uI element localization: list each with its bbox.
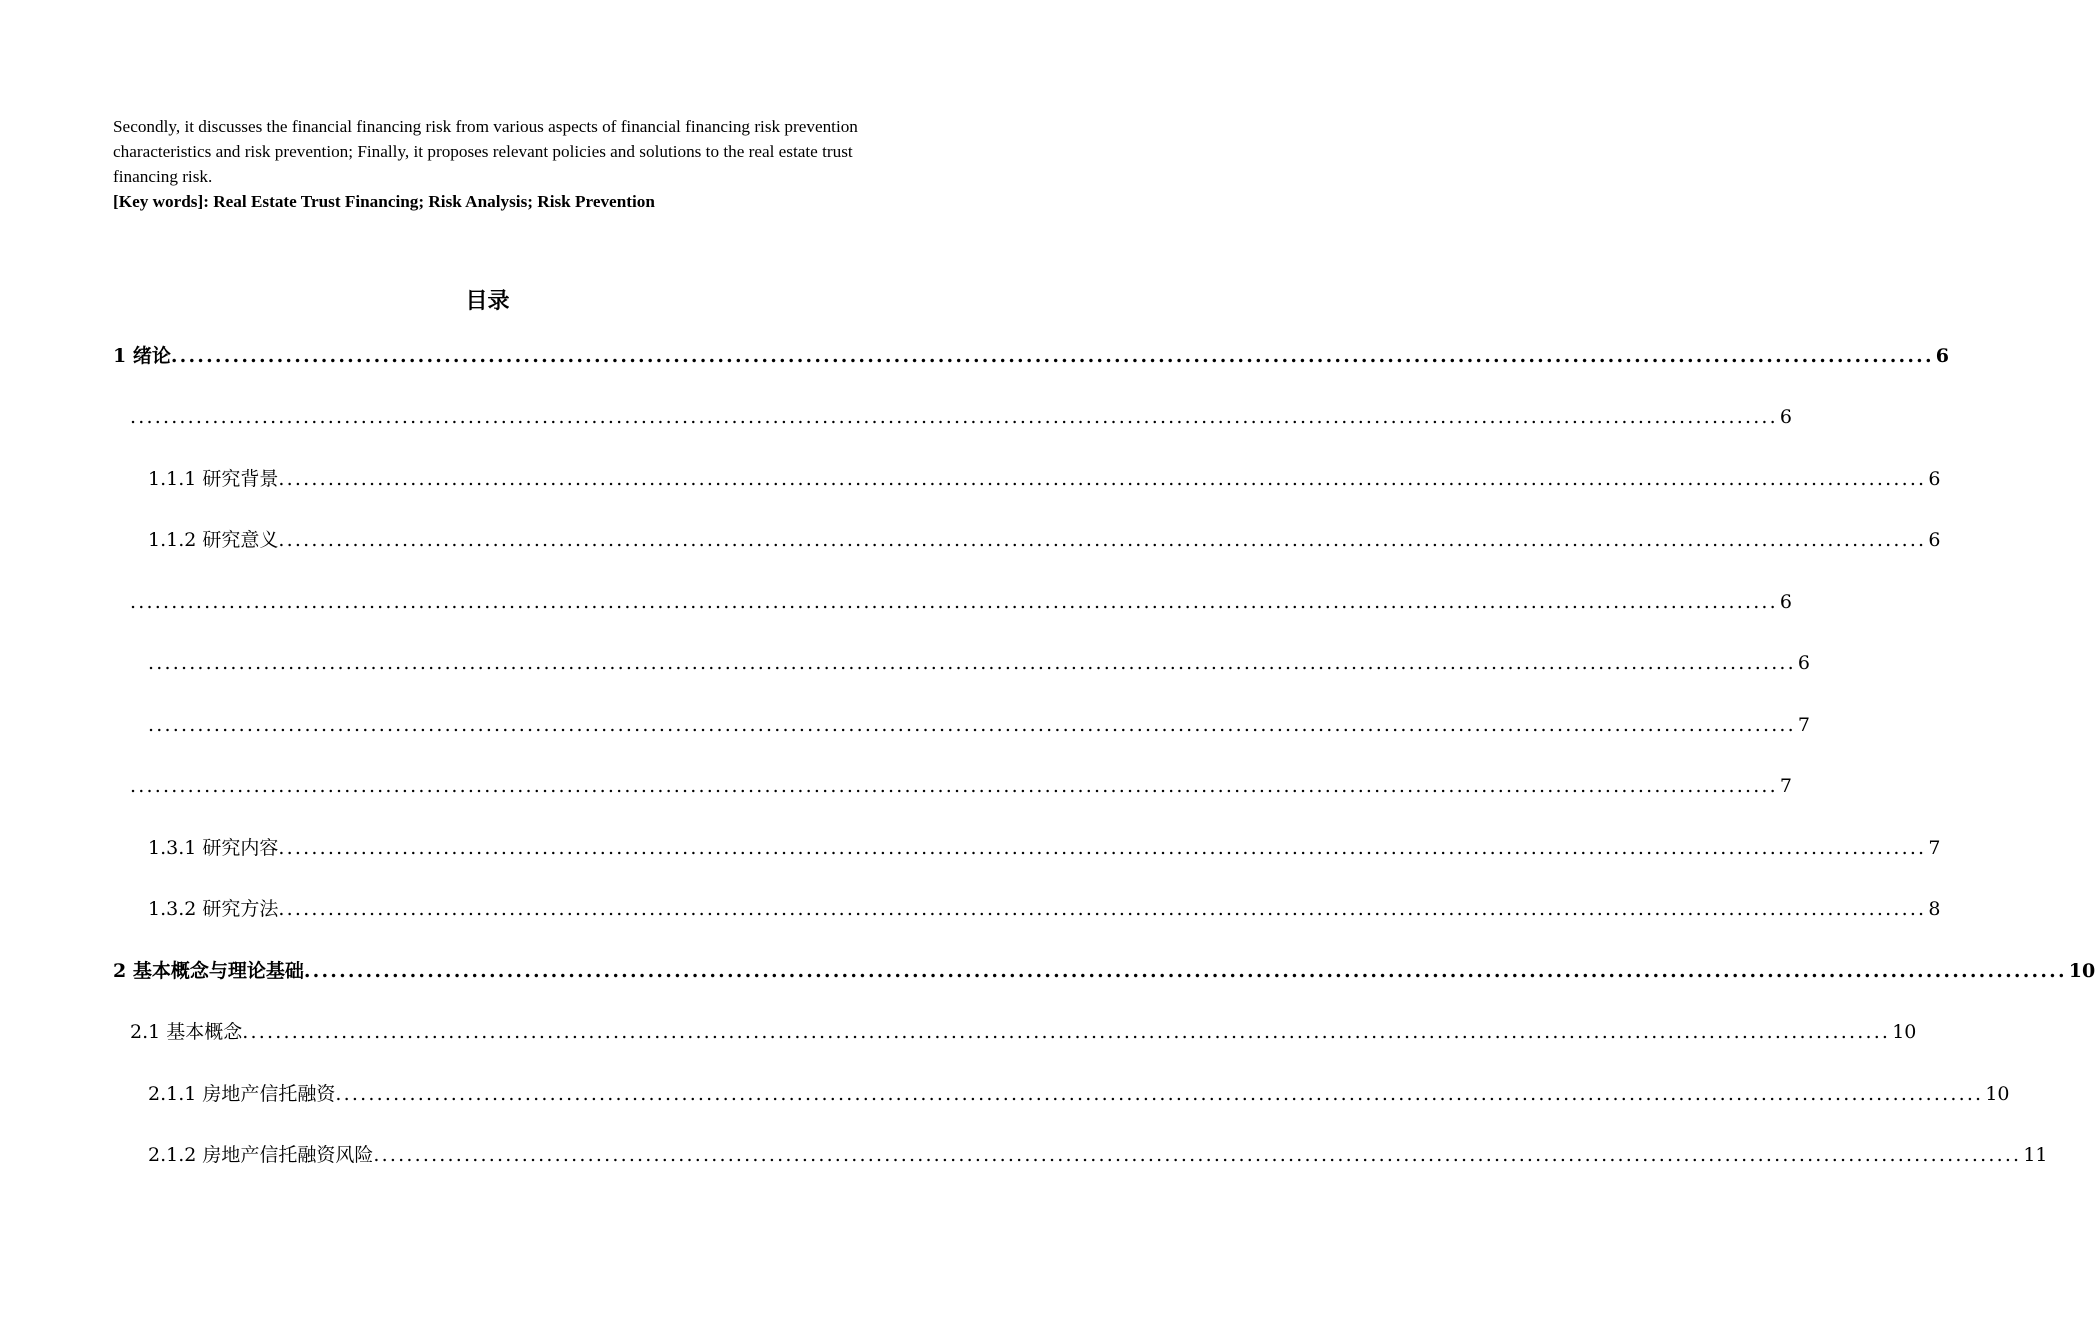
toc-entry-label: 1.3.1 研究内容 <box>148 837 279 859</box>
toc-entry-label: 1.3.2 研究方法 <box>148 898 279 920</box>
toc-leader-dots: ........................................................................................................................................................................................................ <box>130 775 1778 797</box>
toc-entry-page: 6 <box>1779 406 1793 428</box>
toc-entry-label: 2.1.1 房地产信托融资 <box>148 1083 336 1105</box>
toc-entry-page: 7 <box>1779 775 1793 797</box>
toc-entry-7[interactable] <box>148 710 1811 740</box>
toc-entry-page: 7 <box>1928 837 1941 859</box>
toc-leader-dots: ........................................................................................................................................................................................................ <box>148 714 1796 736</box>
toc-leader-dots: ........................................................................................................................................................................................................ <box>303 960 2067 982</box>
toc-entry-10[interactable] <box>148 894 1941 924</box>
toc-entry-1[interactable] <box>113 341 1950 371</box>
toc-entry-page: 10 <box>2068 960 2095 982</box>
toc-entry-label: 1.1.2 研究意义 <box>148 529 279 551</box>
toc-entry-page: 6 <box>1928 529 1941 551</box>
toc-leader-dots: ........................................................................................................................................................................................................ <box>278 529 1927 551</box>
toc-entry-label: 1.1.1 研究背景 <box>148 468 279 490</box>
toc-leader-dots: ........................................................................................................................................................................................................ <box>130 406 1778 428</box>
abstract-paragraph: Secondly, it discusses the financial financing risk from various aspects of financial financing risk prevention characteristics and risk prevention; Finally, it proposes relevant policies and solutions to the real estate trust financing risk. <box>113 117 858 186</box>
toc-entry-2[interactable] <box>130 402 1793 432</box>
toc-entry-13[interactable] <box>148 1079 2010 1109</box>
toc-entry-8[interactable] <box>130 771 1793 801</box>
toc-leader-dots: ........................................................................................................................................................................................................ <box>148 652 1796 674</box>
toc-leader-dots: ........................................................................................................................................................................................................ <box>278 898 1927 920</box>
toc-leader-dots: ........................................................................................................................................................................................................ <box>335 1083 1984 1105</box>
abstract-section <box>113 114 859 214</box>
toc-entry-page: 6 <box>1779 591 1793 613</box>
toc-entry-label: 2.1 基本概念 <box>130 1021 243 1043</box>
toc-entry-9[interactable] <box>148 833 1941 863</box>
toc-entry-label: 2 基本概念与理论基础 <box>113 960 304 982</box>
toc-entry-page: 6 <box>1928 468 1941 490</box>
toc-entry-page: 8 <box>1928 898 1941 920</box>
toc-entry-label: 1 绪论 <box>113 345 171 367</box>
toc-entry-page: 10 <box>1985 1083 2010 1105</box>
toc-entry-12[interactable] <box>130 1017 1917 1047</box>
toc-leader-dots: ........................................................................................................................................................................................................ <box>373 1144 2022 1166</box>
toc-entry-label: 2.1.2 房地产信托融资风险 <box>148 1144 374 1166</box>
toc-leader-dots: ........................................................................................................................................................................................................ <box>170 345 1934 367</box>
toc-entry-page: 10 <box>1892 1021 1917 1043</box>
toc-leader-dots: ........................................................................................................................................................................................................ <box>278 468 1927 490</box>
toc-leader-dots: ........................................................................................................................................................................................................ <box>130 591 1778 613</box>
toc-entry-5[interactable] <box>130 587 1793 617</box>
keywords-line: [Key words]: Real Estate Trust Financing; Risk Analysis; Risk Prevention <box>113 192 655 211</box>
toc-entry-page: 7 <box>1797 714 1811 736</box>
toc-entry-page: 6 <box>1797 652 1811 674</box>
toc-entry-4[interactable] <box>148 525 1941 555</box>
toc-entry-3[interactable] <box>148 464 1941 494</box>
toc-entry-page: 11 <box>2023 1144 2048 1166</box>
toc-entry-14[interactable] <box>148 1140 2048 1170</box>
toc-entry-11[interactable] <box>113 956 2095 986</box>
toc-title: 目录 <box>465 289 510 314</box>
toc-entry-page: 6 <box>1935 345 1950 367</box>
toc-entry-6[interactable] <box>148 648 1811 678</box>
toc-leader-dots: ........................................................................................................................................................................................................ <box>242 1021 1891 1043</box>
toc-leader-dots: ........................................................................................................................................................................................................ <box>278 837 1927 859</box>
